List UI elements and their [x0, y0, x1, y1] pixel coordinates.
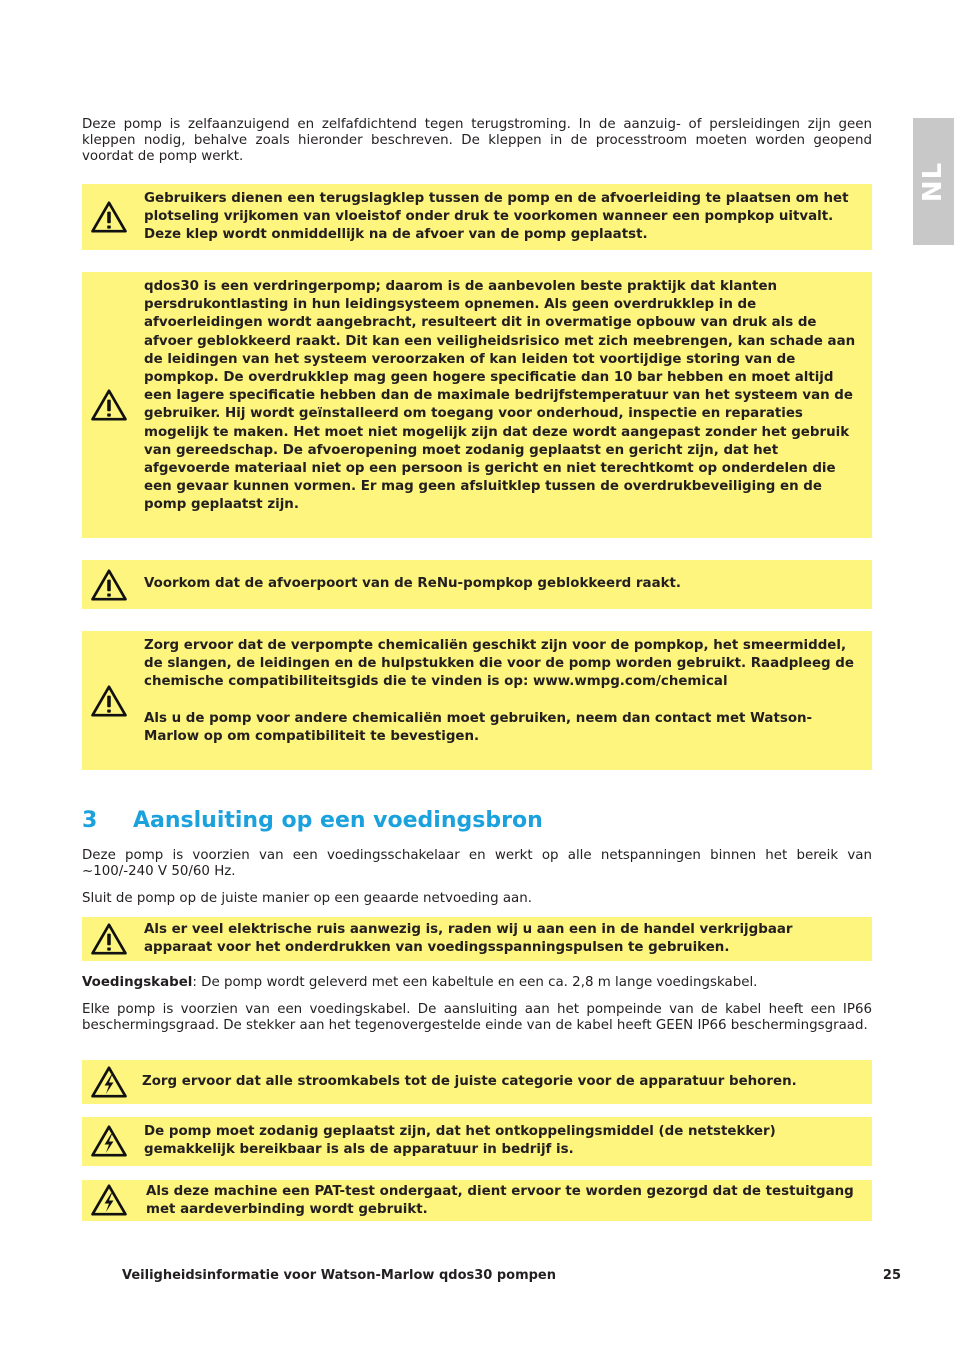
warning-text: Gebruikers dienen een terugslagklep tussen de pomp en de afvoerleiding te plaatsen om het plotseling vrijkomen van vloeistof onder druk te voorkomen wanneer een pompkop uitvalt. Deze klep wordt onmiddellijk na de afvoer van de pomp geplaatst.: [144, 191, 849, 243]
warning-box: [82, 631, 872, 770]
warning-text-contact: Als u de pomp voor andere chemicaliën moet gebruiken, neem dan contact met Watson-Marlow op om compatibiliteit te bevestigen.: [144, 710, 813, 744]
section-number: 3: [82, 808, 98, 833]
warning-box: [82, 184, 872, 250]
warning-text: De pomp moet zodanig geplaatst zijn, dat het ontkoppelingsmiddel (de netstekker) gemakkelijk bereikbaar is als de apparatuur in bedrijf is.: [144, 1124, 776, 1158]
warning-triangle-icon: [91, 569, 127, 601]
warning-triangle-icon: [91, 201, 127, 233]
warning-box: [82, 560, 872, 609]
cable-text: : De pomp wordt geleverd met een kabeltule en een ca. 2,8 m lange voedingskabel.: [192, 975, 758, 990]
warning-triangle-icon: [91, 389, 127, 421]
language-tab: [913, 118, 954, 245]
warning-triangle-icon: [91, 923, 127, 955]
section-title: Aansluiting op een voedingsbron: [133, 808, 543, 833]
warning-box: [82, 272, 872, 538]
section-heading: [82, 808, 543, 833]
footer-title: Veiligheidsinformatie voor Watson-Marlow qdos30 pompen: [122, 1268, 557, 1283]
warning-text: Zorg ervoor dat de verpompte chemicaliën geschikt zijn voor de pompkop, het smeermiddel, de slangen, de leidingen en de hulpstukken die voor de pomp worden gebruikt. Raadpleeg de chemische compatibiliteitsgids die te vinden is op: www.wmpg.com/chemical: [144, 638, 854, 690]
language-tab-label: NL: [918, 161, 949, 202]
electrical-hazard-icon: [91, 1125, 127, 1157]
cable-label: Voedingskabel: [82, 975, 193, 990]
warning-text: qdos30 is een verdringerpomp; daarom is de aanbevolen beste praktijk dat klanten persdrukontlasting in hun leidingsysteem opnemen. Als geen overdrukklep in de afvoerleidingen wordt aangebracht, resulteert dit in overmatige opbouw van druk als de afvoer geblokkeerd raakt. Dit kan een veiligheidsrisico met zich meebrengen, kan schade aan de leidingen van het systeem veroorzaken of kan leiden tot voortijdige storing van de pompkop. De overdrukklep mag geen hogere specificatie dan 10 bar hebben en moet altijd een lagere specificatie hebben dan de maximale bedrijfstemperatuur van het systeem van de gebruiker. Hij wordt geïnstalleerd om toegang voor onderhoud, inspectie en reparaties mogelijk te maken. Het moet niet mogelijk zijn dat deze wordt aangepast zonder het gebruik van gereedschap. De afvoeropening moet zodanig geplaatst en gericht zijn, dat het afgevoerde materiaal niet op een persoon is gericht en niet terechtkomt op onderdelen die een gevaar kunnen vormen. Er mag geen afsluitklep tussen de overdrukbeveiliging en de pomp geplaatst zijn.: [144, 279, 856, 513]
earth-paragraph: Sluit de pomp op de juiste manier op een geaarde netvoeding aan.: [82, 891, 533, 906]
warning-text: Als er veel elektrische ruis aanwezig is, raden wij u aan een in de handel verkrijgbaar apparaat voor het onderdrukken van voedingsspanningspulsen te gebruiken.: [144, 922, 793, 956]
electrical-hazard-icon: [91, 1066, 127, 1098]
warning-box: [82, 917, 872, 961]
electrical-warning-box: [82, 1060, 872, 1104]
electrical-warning-box: [82, 1180, 872, 1221]
warning-text: Zorg ervoor dat alle stroomkabels tot de juiste categorie voor de apparatuur behoren.: [142, 1074, 797, 1089]
electrical-warning-box: [82, 1117, 872, 1166]
cable-rating-paragraph: Elke pomp is voorzien van een voedingskabel. De aansluiting aan het pompeinde van de kabel heeft een IP66 beschermingsgraad. De stekker aan het tegenovergestelde einde van de kabel heeft GEEN IP66 beschermingsgraad.: [82, 1002, 872, 1034]
power-paragraph: Deze pomp is voorzien van een voedingsschakelaar en werkt op alle netspanningen binnen het bereik van ~100/-240 V 50/60 Hz.: [82, 848, 872, 880]
warning-triangle-icon: [91, 685, 127, 717]
warning-text: Als deze machine een PAT-test ondergaat, dient ervoor te worden gezorgd dat de testuitgang met aardeverbinding wordt gebruikt.: [146, 1184, 854, 1218]
electrical-hazard-icon: [91, 1184, 127, 1216]
page-number: 25: [882, 1268, 901, 1283]
cable-paragraph: [82, 975, 872, 991]
warning-text: Voorkom dat de afvoerpoort van de ReNu-pompkop geblokkeerd raakt.: [144, 576, 682, 591]
intro-paragraph: Deze pomp is zelfaanzuigend en zelfafdichtend tegen terugstroming. In de aanzuig- of persleidingen zijn geen kleppen nodig, behalve zoals hieronder beschreven. De kleppen in de processtroom moeten worden geopend voordat de pomp werkt.: [82, 117, 872, 165]
